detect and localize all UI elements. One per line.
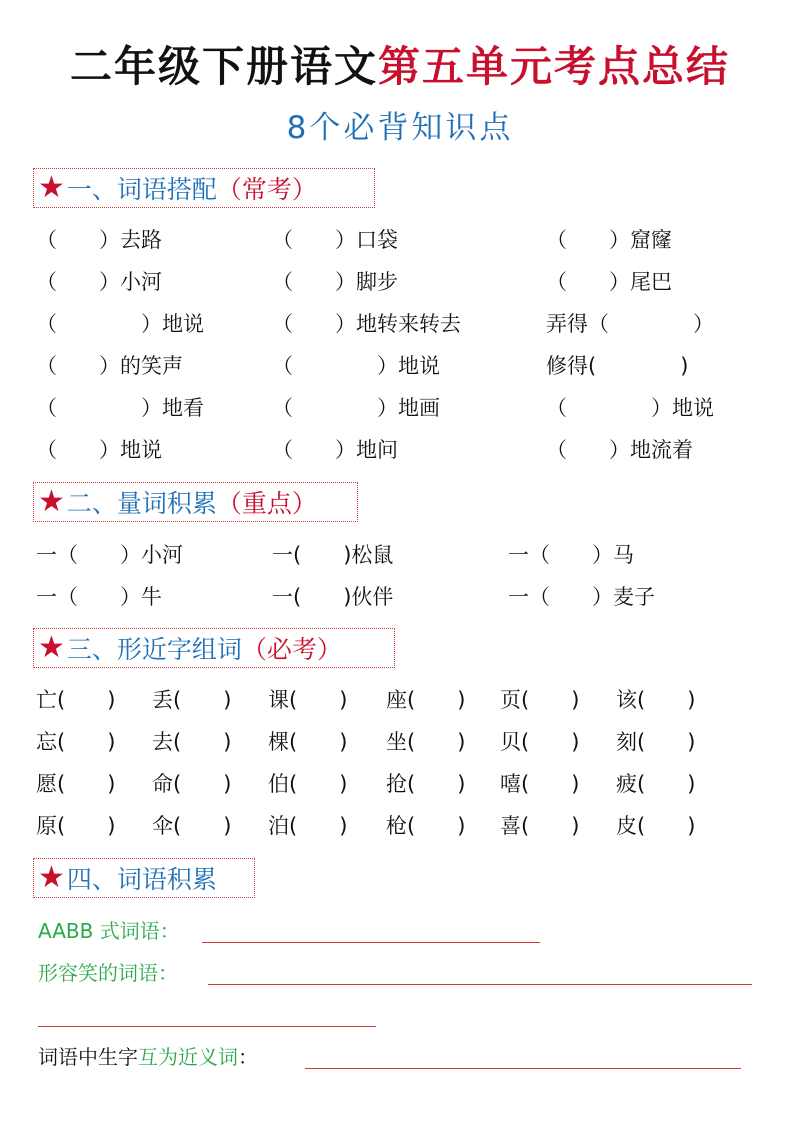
laugh-words-answer-line[interactable] [208, 984, 752, 985]
fill-blank-item[interactable]: 刻( ) [616, 730, 696, 754]
section-heading-note: （必考） [241, 635, 342, 664]
similar-char-row [0, 726, 800, 758]
fill-blank-item[interactable]: （ ）脚步 [272, 270, 398, 294]
fill-blank-item[interactable]: 弄得（ ） [546, 312, 714, 336]
fill-blank-item[interactable]: （ ）窟窿 [546, 228, 672, 252]
fill-blank-item[interactable]: （ ）的笑声 [36, 354, 183, 378]
fill-blank-item[interactable]: （ ）口袋 [272, 228, 398, 252]
fill-blank-item[interactable]: （ ）去路 [36, 228, 162, 252]
section-heading-2 [33, 482, 358, 522]
synonym-answer-line[interactable] [305, 1068, 741, 1069]
fill-blank-item[interactable]: （ ）地说 [272, 354, 440, 378]
similar-char-row [0, 810, 800, 842]
fill-blank-item[interactable]: 修得( ) [546, 354, 689, 378]
collocation-row [0, 434, 800, 466]
section-heading-note: （重点） [216, 489, 317, 518]
fill-blank-item[interactable]: （ ）小河 [36, 270, 162, 294]
fill-blank-item[interactable]: 伞( ) [152, 814, 232, 838]
fill-blank-item[interactable]: 嘻( ) [500, 772, 580, 796]
section-heading-text: 二、量词积累 [66, 489, 217, 518]
collocation-row [0, 308, 800, 340]
fill-blank-item[interactable]: 抢( ) [386, 772, 466, 796]
fill-blank-item[interactable]: 丢( ) [152, 688, 232, 712]
star-icon: ★ [38, 860, 65, 895]
fill-blank-item[interactable]: （ ）地流着 [546, 438, 693, 462]
fill-blank-item[interactable]: 忘( ) [36, 730, 116, 754]
section-heading-1 [33, 168, 375, 208]
fill-blank-item[interactable]: （ ）地说 [36, 312, 204, 336]
measure-word-row [0, 581, 800, 613]
fill-blank-item[interactable]: 命( ) [152, 772, 232, 796]
section-heading-3 [33, 628, 395, 668]
synonym-label-a: 词语中生字 [38, 1045, 138, 1069]
fill-blank-item[interactable]: （ ）地画 [272, 396, 440, 420]
collocation-row [0, 350, 800, 382]
fill-blank-item[interactable]: 一（ ）马 [508, 543, 634, 567]
fill-blank-item[interactable]: （ ）地看 [36, 396, 204, 420]
fill-blank-item[interactable]: 疲( ) [616, 772, 696, 796]
aabb-label: AABB 式词语： [38, 919, 180, 943]
similar-char-row [0, 684, 800, 716]
fill-blank-item[interactable]: 棵( ) [268, 730, 348, 754]
fill-blank-item[interactable]: 座( ) [386, 688, 466, 712]
aabb-answer-line[interactable] [202, 942, 540, 943]
title-part2: 第五单元考点总结 [378, 42, 731, 91]
fill-blank-item[interactable]: 泊( ) [268, 814, 348, 838]
fill-blank-item[interactable]: 课( ) [268, 688, 348, 712]
title-part1: 二年级下册语文 [69, 42, 378, 91]
synonym-label [38, 1042, 258, 1072]
fill-blank-item[interactable]: 皮( ) [616, 814, 696, 838]
fill-blank-item[interactable]: 一（ ）麦子 [508, 585, 655, 609]
fill-blank-item[interactable]: （ ）地转来转去 [272, 312, 461, 336]
laugh-words-answer-line-2[interactable] [38, 1026, 376, 1027]
fill-blank-item[interactable]: 一( )伙伴 [272, 585, 394, 609]
section-heading-note: （常考） [216, 175, 317, 204]
collocation-row [0, 266, 800, 298]
fill-blank-item[interactable]: 亡( ) [36, 688, 116, 712]
fill-blank-item[interactable]: 去( ) [152, 730, 232, 754]
fill-blank-item[interactable]: （ ）尾巴 [546, 270, 672, 294]
fill-blank-item[interactable]: 原( ) [36, 814, 116, 838]
fill-blank-item[interactable]: 一（ ）小河 [36, 543, 183, 567]
star-icon: ★ [38, 630, 65, 665]
fill-blank-item[interactable]: 坐( ) [386, 730, 466, 754]
fill-blank-item[interactable]: （ ）地说 [36, 438, 162, 462]
star-icon: ★ [38, 484, 65, 519]
measure-word-row [0, 539, 800, 571]
fill-blank-item[interactable]: 该( ) [616, 688, 696, 712]
similar-char-row [0, 768, 800, 800]
fill-blank-item[interactable]: （ ）地说 [546, 396, 714, 420]
fill-blank-item[interactable]: （ ）地问 [272, 438, 398, 462]
page-title [0, 34, 800, 94]
fill-blank-item[interactable]: 页( ) [500, 688, 580, 712]
synonym-label-b: 互为近义词 [138, 1045, 238, 1069]
fill-blank-item[interactable]: 一（ ）牛 [36, 585, 162, 609]
laugh-words-label: 形容笑的词语： [38, 961, 178, 985]
fill-blank-item[interactable]: 伯( ) [268, 772, 348, 796]
section-heading-text: 四、词语积累 [66, 865, 217, 894]
section-heading-text: 一、词语搭配 [66, 175, 217, 204]
collocation-row [0, 392, 800, 424]
section-heading-4 [33, 858, 255, 898]
section-heading-text: 三、形近字组词 [66, 635, 242, 664]
fill-blank-item[interactable]: 贝( ) [500, 730, 580, 754]
fill-blank-item[interactable]: 愿( ) [36, 772, 116, 796]
fill-blank-item[interactable]: 枪( ) [386, 814, 466, 838]
synonym-label-c: ： [238, 1045, 258, 1069]
page-subtitle: 8个必背知识点 [286, 110, 514, 146]
fill-blank-item[interactable]: 喜( ) [500, 814, 580, 838]
collocation-row [0, 224, 800, 256]
star-icon: ★ [38, 170, 65, 205]
fill-blank-item[interactable]: 一( )松鼠 [272, 543, 394, 567]
